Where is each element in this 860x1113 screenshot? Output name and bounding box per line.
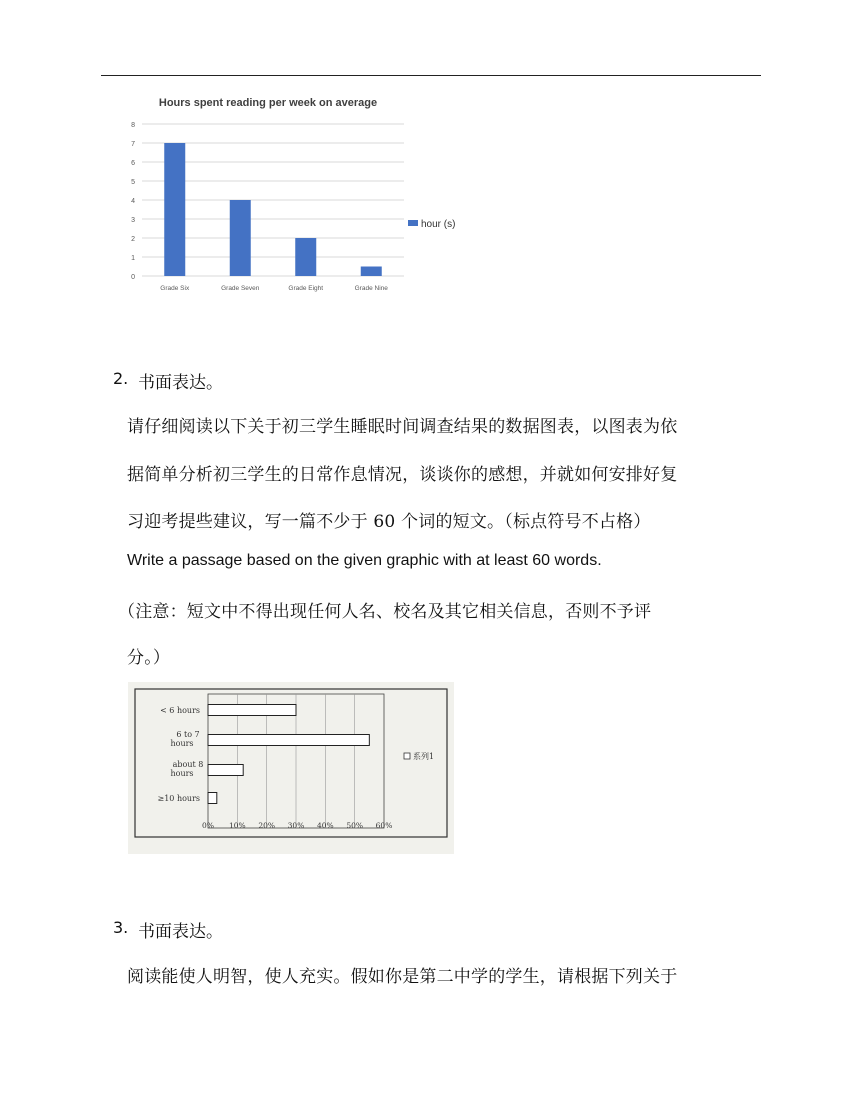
legend-swatch bbox=[404, 753, 410, 759]
question-2-line-3: 习迎考提些建议，写一篇不少于 60 个词的短文。（标点符号不占格） bbox=[127, 512, 651, 532]
question-2-line-1: 请仔细阅读以下关于初三学生睡眠时间调查结果的数据图表，以图表为依 bbox=[127, 417, 678, 437]
question-2-note-1: （注意：短文中不得出现任何人名、校名及其它相关信息，否则不予评 bbox=[118, 602, 652, 622]
question-2-line-2: 据简单分析初三学生的日常作息情况，谈谈你的感想，并就如何安排好复 bbox=[127, 465, 678, 485]
bar bbox=[295, 238, 316, 276]
y-tick-label: 3 bbox=[131, 217, 135, 224]
bar bbox=[230, 200, 251, 276]
chart-title: Hours spent reading per week on average bbox=[158, 97, 378, 109]
legend-label: hour (s) bbox=[421, 219, 456, 230]
y-tick-label: 6 to 7 hours bbox=[170, 730, 200, 748]
x-tick-label: Grade Nine bbox=[354, 285, 388, 292]
x-tick-label: 20% bbox=[258, 821, 276, 830]
y-tick-label: ≥10 hours bbox=[157, 794, 200, 803]
bar bbox=[208, 735, 369, 746]
x-tick-label: Grade Seven bbox=[221, 285, 260, 292]
x-tick-label: 10% bbox=[228, 821, 246, 830]
bar bbox=[208, 705, 296, 716]
reading-hours-chart bbox=[120, 88, 470, 303]
y-tick-label: 2 bbox=[131, 236, 135, 243]
bar bbox=[208, 793, 217, 804]
x-tick-label: 30% bbox=[287, 821, 305, 830]
bar bbox=[361, 267, 382, 277]
sleep-time-chart bbox=[128, 682, 454, 854]
question-2-title: 书面表达。 bbox=[138, 373, 223, 393]
x-tick-label: Grade Eight bbox=[288, 285, 324, 292]
question-3-number: 3. bbox=[113, 918, 129, 937]
y-tick-label: 5 bbox=[131, 179, 135, 186]
x-tick-label: 50% bbox=[346, 821, 364, 830]
y-tick-label: 0 bbox=[131, 274, 135, 281]
x-tick-label: 40% bbox=[316, 821, 334, 830]
y-tick-label: 6 bbox=[131, 160, 135, 167]
y-tick-label: 1 bbox=[131, 255, 135, 262]
question-2-note-2: 分。） bbox=[127, 648, 171, 668]
header-rule bbox=[101, 75, 761, 76]
legend-label: 系列1 bbox=[413, 752, 435, 761]
y-tick-label: 8 bbox=[131, 122, 135, 129]
x-tick-label: 0% bbox=[202, 821, 214, 830]
sleep-time-chart-scan bbox=[128, 682, 454, 854]
bar bbox=[208, 765, 243, 776]
question-2-english-instruction: Write a passage based on the given graphic with at least 60 words. bbox=[127, 552, 602, 569]
x-tick-label: Grade Six bbox=[160, 285, 190, 292]
y-tick-label: 7 bbox=[131, 141, 135, 148]
question-2-number: 2. bbox=[113, 369, 129, 388]
x-tick-label: 60% bbox=[375, 821, 393, 830]
legend-swatch bbox=[408, 220, 418, 226]
question-3-title: 书面表达。 bbox=[138, 922, 223, 942]
y-tick-label: < 6 hours bbox=[160, 706, 200, 715]
question-3-line-1: 阅读能使人明智，使人充实。假如你是第二中学的学生，请根据下列关于 bbox=[127, 967, 678, 987]
y-tick-label: 4 bbox=[131, 198, 135, 205]
y-tick-label: about 8 hours bbox=[170, 760, 204, 778]
bar bbox=[164, 143, 185, 276]
